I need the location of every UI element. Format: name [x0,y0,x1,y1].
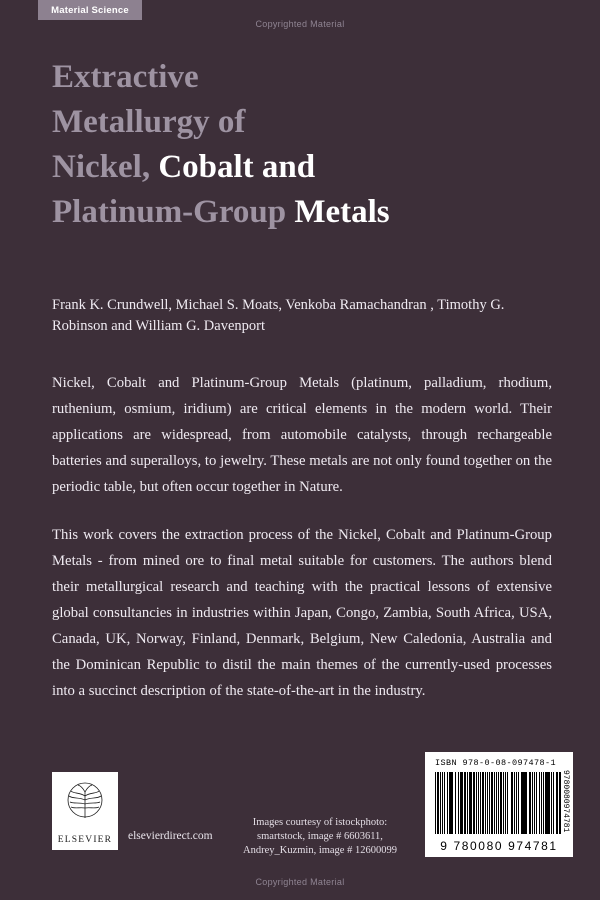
title-line-2 [52,100,552,145]
elsevier-tree-icon [52,776,118,832]
title-line-1-text: Extractive [52,59,199,95]
title-line-4 [52,190,552,235]
title-line-4-text: Platinum-Group [52,194,287,230]
barcode [425,752,573,857]
title-line-3-rest: Cobalt and [150,149,316,185]
copyright-notice-bottom: Copyrighted Material [255,877,345,887]
title-line-4-rest: Metals [286,194,390,230]
title-line-2-text: Metallurgy of [52,104,246,140]
copyright-notice-top: Copyrighted Material [255,19,345,29]
barcode-digits: 9 780080 974781 [440,839,558,853]
back-cover-description [52,370,552,726]
title-line-1 [52,55,552,100]
barcode-vertical-isbn: 9780080974781 [561,770,570,833]
category-tag: Material Science [38,0,142,20]
title-line-3-text: Nickel, [52,149,151,185]
description-paragraph-1: Nickel, Cobalt and Platinum-Group Metals (platinum, palladium, rhodium, ruthenium, osmium, iridium) are critical elements in the modern world. Their applications are widespread, from automobile catalysts, through rechargeable batteries and superalloys, to jewelry. These metals are not only found together on the periodic table, but often occur together in Nature. [52,375,552,495]
publisher-name: ELSEVIER [57,835,113,845]
publisher-url[interactable]: elsevierdirect.com [128,830,213,842]
isbn-text: ISBN 978-0-08-097478-1 [435,758,557,768]
author-list: Frank K. Crundwell, Michael S. Moats, Venkoba Ramachandran , Timothy G. Robinson and William G. Davenport [52,297,505,334]
barcode-bars [435,772,563,834]
elsevier-logo [52,772,118,850]
title-line-3 [52,145,552,190]
image-credit: Images courtesy of istockphoto: smartstock, image # 6603611, Andrey_Kuzmin, image # 12600099 [243,817,397,856]
publisher-logo-box [52,772,118,850]
book-title [52,55,552,235]
description-paragraph-2: This work covers the extraction process of the Nickel, Cobalt and Platinum-Group Metals - from mined ore to final metal suitable for customers. The authors blend their metallurgical research and teaching with the practical lessons of extensive global consultancies in industries within Japan, Congo, Zambia, South Africa, USA, Canada, UK, Norway, Finland, Denmark, Belgium, New Caledonia, Australia and the Dominican Republic to distil the main themes of the currently-used processes into a succinct description of the state-of-the-art in the industry. [52,527,552,699]
